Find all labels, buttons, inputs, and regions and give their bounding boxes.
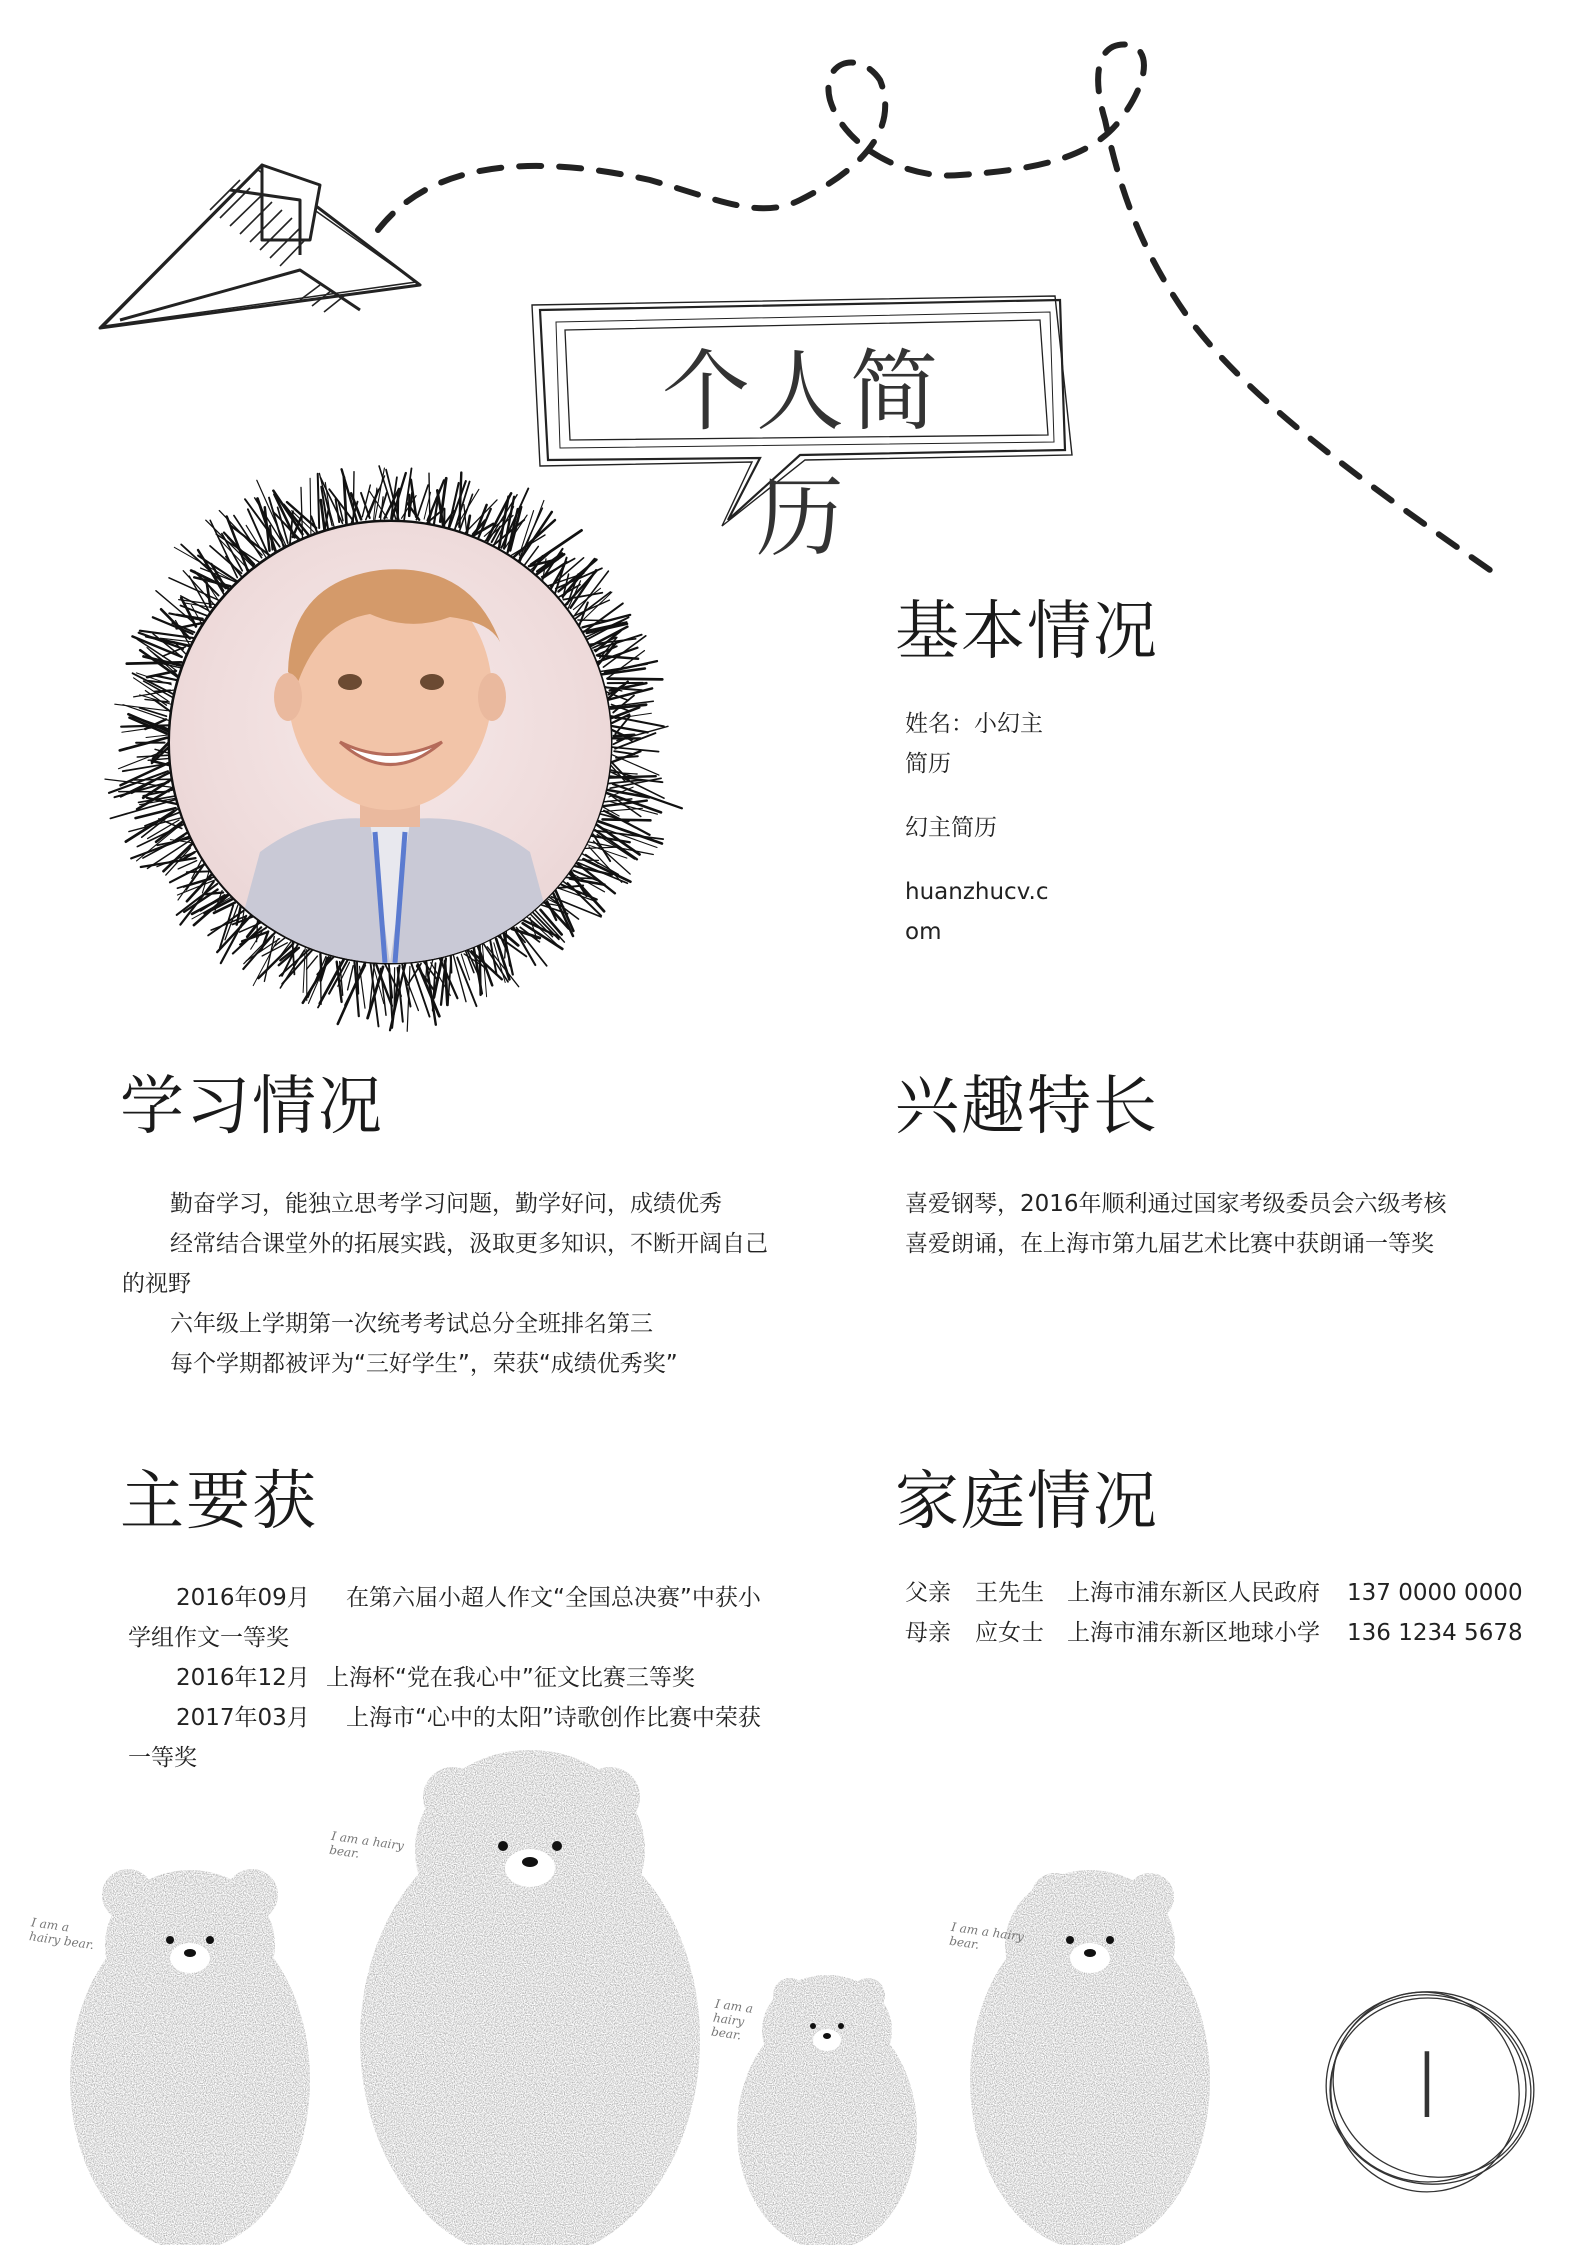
page-number: I <box>1413 2034 1441 2139</box>
family-phone: 137 0000 0000 <box>1347 1580 1523 1606</box>
hobby-item: 喜爱朗诵，在上海市第九届艺术比赛中获朗诵一等奖 <box>905 1231 1434 1257</box>
basic-line: 简历 <box>905 751 951 777</box>
award-item-cont: 一等奖 <box>128 1745 197 1771</box>
resume-title: 个人简历 <box>661 340 944 569</box>
family-relation: 母亲 <box>905 1620 951 1646</box>
bear-icon <box>70 1869 310 2245</box>
bear-icon <box>970 1870 1210 2245</box>
hobby-item: 喜爱钢琴，2016年顺利通过国家考级委员会六级考核 <box>905 1191 1447 1217</box>
basic-info-heading: 基本情况 <box>895 595 1159 669</box>
award-item-cont: 学组作文一等奖 <box>128 1625 289 1651</box>
award-text: 上海市“心中的太阳”诗歌创作比赛中荣获 <box>346 1705 761 1731</box>
bear-note: I am a hairy bear. <box>28 1915 95 1953</box>
hobby-heading: 兴趣特长 <box>895 1070 1159 1144</box>
study-paragraph: 每个学期都被评为“三好学生”，荣获“成绩优秀奖” <box>170 1351 678 1377</box>
study-paragraph: 经常结合课堂外的拓展实践，汲取更多知识，不断开阔自己 <box>170 1231 768 1257</box>
bear-note: I am a hairy bear. <box>710 1996 754 2043</box>
family-heading: 家庭情况 <box>895 1465 1159 1539</box>
family-relation: 父亲 <box>905 1580 951 1606</box>
award-text: 上海杯“党在我心中”征文比赛三等奖 <box>326 1665 695 1691</box>
award-date: 2017年03月 <box>176 1705 310 1731</box>
name-label: 姓名 <box>905 711 951 737</box>
award-date: 2016年09月 <box>176 1585 310 1611</box>
family-name: 王先生 <box>975 1580 1044 1606</box>
family-work: 上海市浦东新区人民政府 <box>1067 1580 1320 1606</box>
awards-heading: 主要获 <box>120 1465 318 1539</box>
name-line: 姓名：小幻主 <box>905 711 1043 737</box>
bear-icon <box>360 1750 700 2245</box>
website-line: huanzhucv.c <box>905 879 1049 905</box>
family-phone: 136 1234 5678 <box>1347 1620 1523 1646</box>
study-paragraph-cont: 的视野 <box>122 1271 191 1297</box>
website-line-cont: om <box>905 919 942 945</box>
bear-note: I am a hairy bear. <box>328 1828 405 1861</box>
study-heading: 学习情况 <box>120 1070 384 1144</box>
name-value: 小幻主 <box>974 711 1043 737</box>
bear-note: I am a hairy bear. <box>948 1919 1025 1952</box>
study-paragraph: 勤奋学习，能独立思考学习问题，勤学好问，成绩优秀 <box>170 1191 722 1217</box>
family-work: 上海市浦东新区地球小学 <box>1067 1620 1320 1646</box>
basic-line: 幻主简历 <box>905 815 997 841</box>
family-name: 应女士 <box>975 1620 1044 1646</box>
award-date: 2016年12月 <box>176 1665 310 1691</box>
study-paragraph: 六年级上学期第一次统考考试总分全班排名第三 <box>170 1311 653 1337</box>
award-text: 在第六届小超人作文“全国总决赛”中获小 <box>346 1585 761 1611</box>
